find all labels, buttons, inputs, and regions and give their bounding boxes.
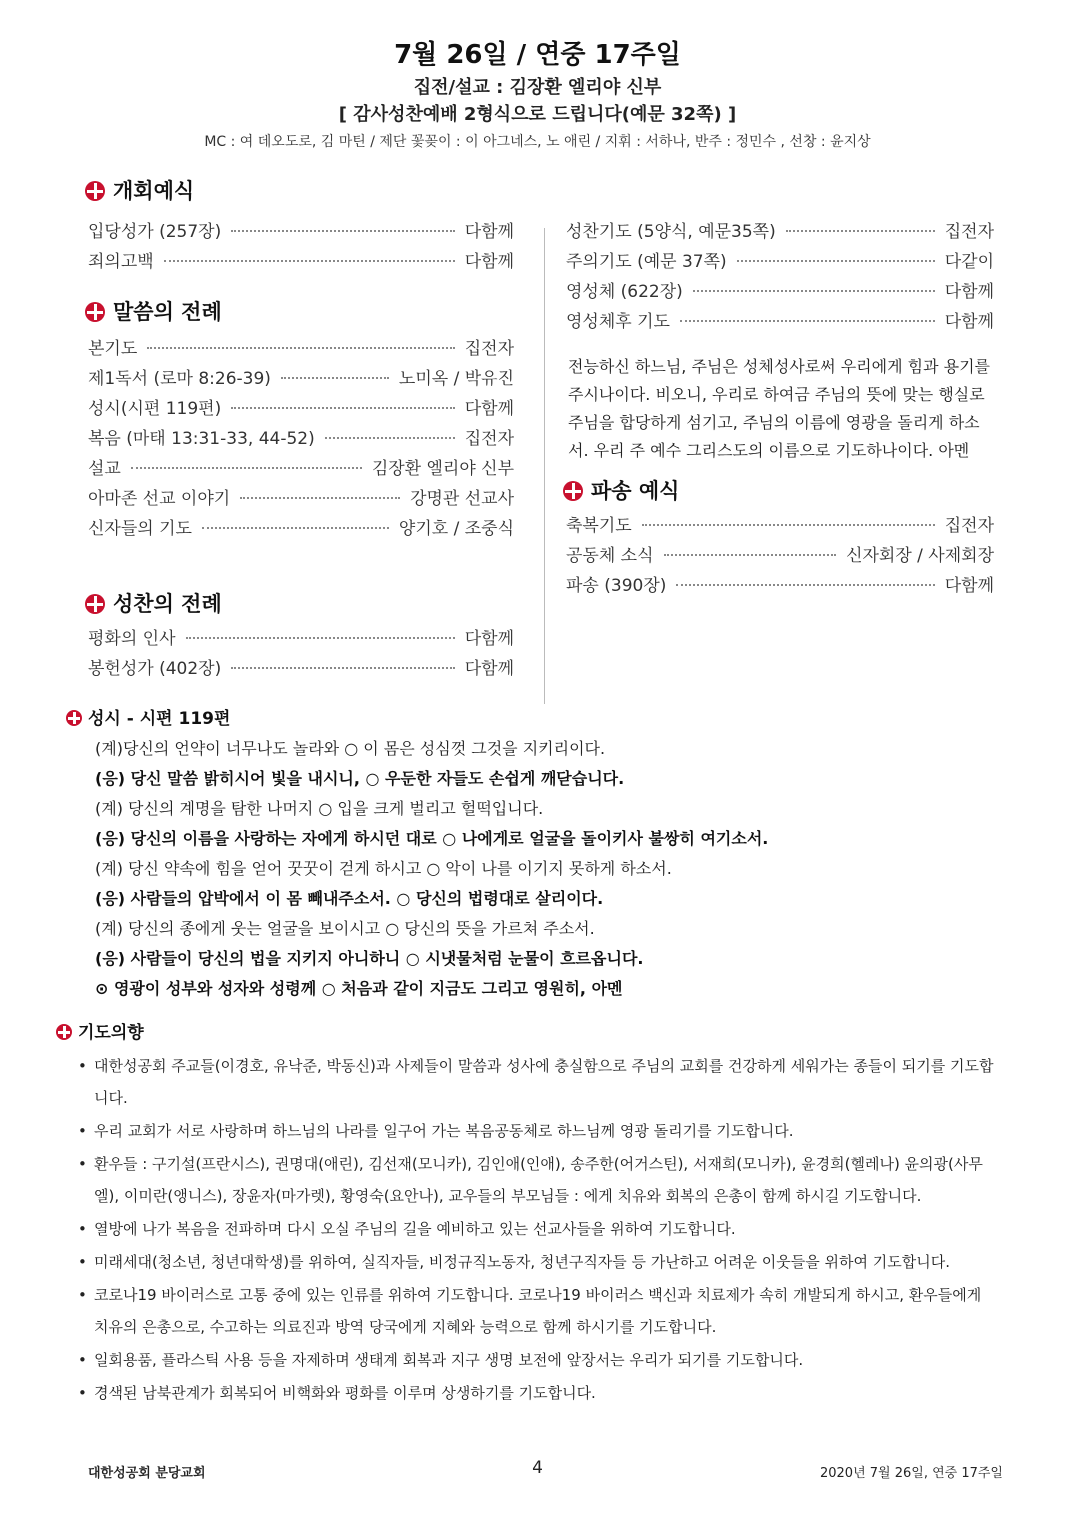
order-item <box>88 424 514 454</box>
red-cross-icon <box>85 302 105 322</box>
item-label: 죄의고백 <box>88 252 154 272</box>
psalm-line: ⊙ 영광이 성부와 성자와 성령께 ○ 처음과 같이 지금도 그리고 영원히, 아멘 <box>95 979 623 998</box>
order-item <box>88 394 514 424</box>
item-person: 다함께 <box>464 659 514 679</box>
dot-leader <box>664 554 837 556</box>
page-number: 4 <box>532 1458 543 1478</box>
dot-leader <box>693 290 935 292</box>
red-cross-icon <box>85 594 105 614</box>
dot-leader <box>240 497 400 499</box>
order-item <box>88 654 514 684</box>
item-label: 본기도 <box>88 339 138 359</box>
order-item <box>88 514 514 544</box>
dot-leader <box>231 230 454 232</box>
order-item <box>566 247 994 277</box>
section-title: 말씀의 전례 <box>113 300 222 324</box>
dismissal-items <box>566 511 994 601</box>
red-cross-icon <box>56 1024 72 1040</box>
item-person: 신자회장 / 사제회장 <box>846 546 994 566</box>
item-label: 신자들의 기도 <box>88 519 192 539</box>
item-person: 집전자 <box>464 429 514 449</box>
item-person: 다같이 <box>944 252 994 272</box>
intentions-list <box>78 1050 998 1410</box>
order-item <box>566 541 994 571</box>
psalm-line: (응) 당신의 이름을 사랑하는 자에게 하시던 대로 ○ 나에게로 얼굴을 돌이키사 불쌍히 여기소서. <box>95 829 769 848</box>
list-item: • 대한성공회 주교들(이경호, 유낙준, 박동신)과 사제들이 말씀과 성사에 충실함으로 주님의 교회를 건강하게 세워가는 종들이 되기를 기도합니다. <box>78 1050 998 1114</box>
dot-leader <box>231 667 454 669</box>
list-item: • 코로나19 바이러스로 고통 중에 있는 인류를 위하여 기도합니다. 코로나19 바이러스 백신과 치료제가 속히 개발되게 하시고, 환우들에게 치유의 은총으로, 수고하는 의료진과 방역 당국에게 지혜와 능력으로 함께 하시기를 기도합니다. <box>78 1279 998 1343</box>
psalm-lines <box>95 734 995 1004</box>
order-item <box>566 217 994 247</box>
section-title: 파송 예식 <box>591 479 680 503</box>
order-right-column <box>566 217 994 465</box>
list-item: • 환우들 : 구기설(프란시스), 권명대(애린), 김선재(모니카), 김인애(인애), 송주한(어거스틴), 서재희(모니카), 윤경희(헬레나) 윤의광(사무엘), 이미란(앵니스), 장윤자(마가렛), 황영숙(요안나), 교우들의 부모님들 : 에게 치유와 회복의 은총이 함께 하시길 기도합니다. <box>78 1148 998 1212</box>
item-label: 파송 (390장) <box>566 576 667 596</box>
column-divider <box>544 228 545 704</box>
eucharist-items <box>88 624 514 684</box>
item-label: 성시(시편 119편) <box>88 399 222 419</box>
order-item <box>88 454 514 484</box>
dot-leader <box>164 260 455 262</box>
list-item: • 경색된 남북관계가 회복되어 비핵화와 평화를 이루며 상생하기를 기도합니다. <box>78 1377 998 1409</box>
red-cross-icon <box>85 181 105 201</box>
item-person: 노미옥 / 박유진 <box>398 369 514 389</box>
footer-church: 대한성공회 분당교회 <box>88 1466 206 1481</box>
psalm-title: 성시 - 시편 119편 <box>88 709 231 729</box>
order-item <box>566 511 994 541</box>
psalm-line: (응) 사람들의 압박에서 이 몸 빼내주소서. ○ 당신의 법령대로 살리이다. <box>95 889 604 908</box>
psalm-line: (응) 사람들이 당신의 법을 지키지 아니하니 ○ 시냇물처럼 눈물이 흐르옵니다. <box>95 949 644 968</box>
order-left-column <box>88 217 514 277</box>
item-person: 다함께 <box>464 252 514 272</box>
dot-leader <box>281 377 389 379</box>
psalm-line: (응) 당신 말씀 밝히시어 빛을 내시니, ○ 우둔한 자들도 손쉽게 깨닫습니다. <box>95 769 625 788</box>
dot-leader <box>325 437 455 439</box>
item-label: 제1독서 (로마 8:26-39) <box>88 369 271 389</box>
item-label: 영성체후 기도 <box>566 312 670 332</box>
dot-leader <box>737 260 935 262</box>
item-person: 다함께 <box>464 222 514 242</box>
psalm-line: (계) 당신의 계명을 탐한 나머지 ○ 입을 크게 벌리고 헐떡입니다. <box>95 799 544 818</box>
dot-leader <box>786 230 935 232</box>
item-label: 성찬기도 (5양식, 예문35쪽) <box>566 222 776 242</box>
order-item <box>88 217 514 247</box>
item-label: 주의기도 (예문 37쪽) <box>566 252 727 272</box>
item-label: 평화의 인사 <box>88 629 176 649</box>
page-title: 7월 26일 / 연중 17주일 <box>394 40 681 70</box>
post-communion-prayer: 전능하신 하느님, 주님은 성체성사로써 우리에게 힘과 용기를 주시나이다. 비오니, 우리로 하여금 주님의 뜻에 맞는 행실로 주님을 합당하게 섬기고, 주님의 이름에 영광을 돌리게 하소서. 우리 주 예수 그리스도의 이름으로 기도하나이다. 아멘 <box>568 357 991 460</box>
item-person: 다함께 <box>944 312 994 332</box>
intentions-heading <box>56 1018 144 1043</box>
item-person: 집전자 <box>464 339 514 359</box>
dot-leader <box>202 527 389 529</box>
item-label: 복음 (마태 13:31-33, 44-52) <box>88 429 315 449</box>
item-label: 설교 <box>88 459 121 479</box>
item-person: 다함께 <box>944 576 994 596</box>
dot-leader <box>186 637 455 639</box>
order-item <box>88 334 514 364</box>
order-item <box>566 571 994 601</box>
item-label: 봉헌성가 (402장) <box>88 659 222 679</box>
list-item: • 열방에 나가 복음을 전파하며 다시 오실 주님의 길을 예비하고 있는 선교사들을 위하여 기도합니다. <box>78 1213 998 1245</box>
order-item <box>88 364 514 394</box>
item-person: 집전자 <box>944 222 994 242</box>
ministers-line: MC : 여 데오도로, 김 마틴 / 제단 꽃꽂이 : 이 아그네스, 노 애린 / 지휘 : 서하나, 반주 : 정민수 , 선창 : 윤지상 <box>204 134 871 150</box>
item-person: 강명관 선교사 <box>410 489 514 509</box>
item-person: 김장환 엘리야 신부 <box>371 459 514 479</box>
officiant-line: 집전/설교 : 김장환 엘리야 신부 <box>413 77 662 98</box>
list-item: • 우리 교회가 서로 사랑하며 하느님의 나라를 일구어 가는 복음공동체로 하느님께 영광 돌리기를 기도합니다. <box>78 1115 998 1147</box>
item-person: 집전자 <box>944 516 994 536</box>
psalm-line: (계)당신의 언약이 너무나도 놀라와 ○ 이 몸은 성심껏 그것을 지키리이다. <box>95 739 606 758</box>
dot-leader <box>676 584 934 586</box>
psalm-line: (계) 당신 약속에 힘을 얻어 꿋꿋이 걷게 하시고 ○ 악이 나를 이기지 못하게 하소서. <box>95 859 672 878</box>
list-item: • 일회용품, 플라스틱 사용 등을 자제하며 생태계 회복과 지구 생명 보전에 앞장서는 우리가 되기를 기도합니다. <box>78 1344 998 1376</box>
order-item <box>566 277 994 307</box>
item-person: 다함께 <box>464 629 514 649</box>
item-label: 아마존 선교 이야기 <box>88 489 231 509</box>
section-word <box>85 296 222 326</box>
item-person: 다함께 <box>464 399 514 419</box>
psalm-line: (계) 당신의 종에게 웃는 얼굴을 보이시고 ○ 당신의 뜻을 가르쳐 주소서. <box>95 919 595 938</box>
item-label: 영성체 (622장) <box>566 282 683 302</box>
list-item: • 미래세대(청소년, 청년대학생)를 위하여, 실직자들, 비정규직노동자, 청년구직자들 등 가난하고 어려운 이웃들을 위하여 기도합니다. <box>78 1246 998 1278</box>
order-item <box>88 247 514 277</box>
order-item <box>566 307 994 337</box>
order-item <box>88 484 514 514</box>
item-label: 입당성가 (257장) <box>88 222 222 242</box>
order-item <box>88 624 514 654</box>
psalm-heading <box>66 704 230 729</box>
item-person: 양기호 / 조중식 <box>398 519 514 539</box>
word-items <box>88 334 514 544</box>
item-person: 다함께 <box>944 282 994 302</box>
item-label: 공동체 소식 <box>566 546 654 566</box>
item-label: 축복기도 <box>566 516 632 536</box>
dot-leader <box>147 347 454 349</box>
section-eucharist <box>85 588 222 618</box>
liturgy-note: [ 감사성찬예배 2형식으로 드립니다(예문 32쪽) ] <box>338 104 737 125</box>
red-cross-icon <box>563 481 583 501</box>
red-cross-icon <box>66 710 82 726</box>
dot-leader <box>680 320 935 322</box>
section-title: 개회예식 <box>113 179 195 203</box>
section-dismissal <box>563 475 679 505</box>
intentions-title: 기도의향 <box>78 1023 144 1043</box>
footer-date: 2020년 7월 26일, 연중 17주일 <box>819 1466 1003 1481</box>
dot-leader <box>131 467 362 469</box>
dot-leader <box>231 407 454 409</box>
dot-leader <box>642 524 935 526</box>
section-opening <box>85 175 194 205</box>
section-title: 성찬의 전례 <box>113 592 222 616</box>
